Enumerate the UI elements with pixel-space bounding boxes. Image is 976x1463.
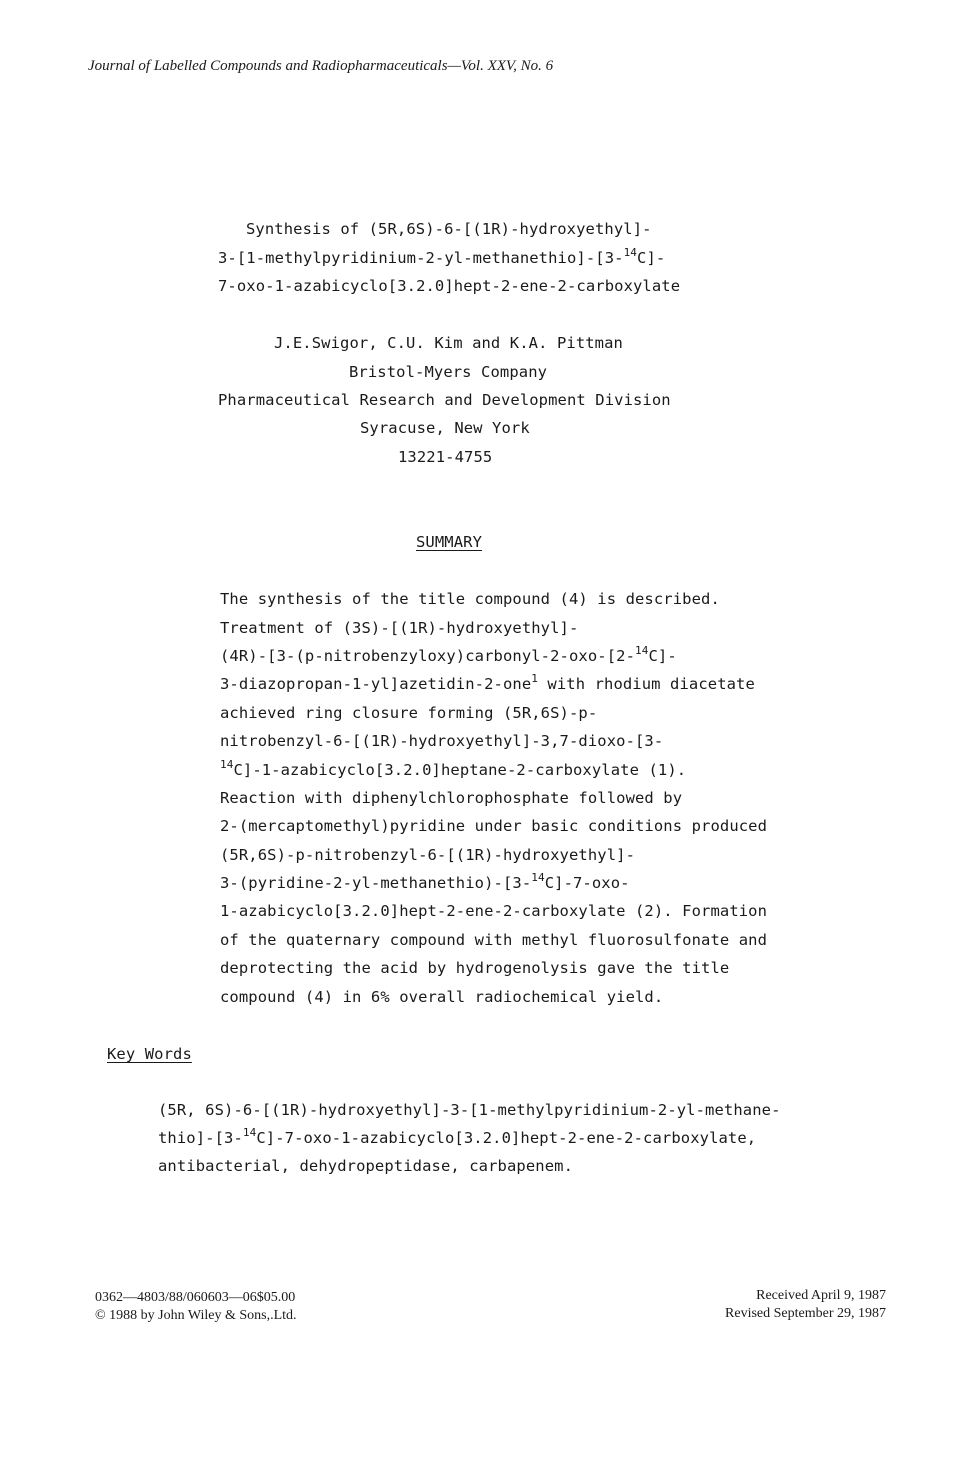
summary-line: 3-(pyridine-2-yl-methanethio)-[3-$^{14}$C]-7-oxo- bbox=[220, 871, 630, 892]
received-date: Received April 9, 1987 bbox=[756, 1288, 886, 1303]
copyright-notice: © 1988 by John Wiley & Sons,.Ltd. bbox=[95, 1308, 297, 1323]
affiliation-company: Bristol-Myers Company bbox=[349, 363, 548, 381]
summary-line: nitrobenzyl-6-[(1R)-hydroxyethyl]-3,7-dioxo-[3- bbox=[220, 732, 664, 750]
summary-line: 1-azabicyclo[3.2.0]hept-2-ene-2-carboxylate (2). Formation bbox=[220, 902, 768, 920]
keywords-line: (5R, 6S)-6-[(1R)-hydroxyethyl]-3-[1-methylpyridinium-2-yl-methane- bbox=[158, 1101, 781, 1119]
title-line-2: 3-[1-methylpyridinium-2-yl-methanethio]-[3-$^{14}$C]- bbox=[218, 246, 666, 267]
summary-line: deprotecting the acid by hydrogenolysis gave the title bbox=[220, 959, 730, 977]
summary-line: compound (4) in 6% overall radiochemical yield. bbox=[220, 988, 664, 1006]
affiliation-city: Syracuse, New York bbox=[360, 419, 530, 437]
keywords-heading: Key Words bbox=[107, 1045, 192, 1063]
summary-line: The synthesis of the title compound (4) is described. bbox=[220, 590, 720, 608]
affiliation-division: Pharmaceutical Research and Development Division bbox=[218, 391, 671, 409]
title-line-1: Synthesis of (5R,6S)-6-[(1R)-hydroxyethyl]- bbox=[246, 220, 652, 238]
footer-left bbox=[95, 1289, 297, 1325]
summary-line: 3-diazopropan-1-yl]azetidin-2-one$^1$ with rhodium diacetate bbox=[220, 672, 755, 693]
title-line-3: 7-oxo-1-azabicyclo[3.2.0]hept-2-ene-2-carboxylate bbox=[218, 277, 681, 295]
affiliation-zip: 13221-4755 bbox=[398, 448, 493, 466]
summary-line: Reaction with diphenylchlorophosphate followed by bbox=[220, 789, 683, 807]
authors: J.E.Swigor, C.U. Kim and K.A. Pittman bbox=[274, 334, 623, 352]
summary-line: achieved ring closure forming (5R,6S)-p- bbox=[220, 704, 598, 722]
summary-line: $^{14}$C]-1-azabicyclo[3.2.0]heptane-2-carboxylate (1). bbox=[220, 758, 687, 779]
keywords-line: antibacterial, dehydropeptidase, carbapenem. bbox=[158, 1157, 573, 1175]
summary-line: 2-(mercaptomethyl)pyridine under basic conditions produced bbox=[220, 817, 768, 835]
summary-heading: SUMMARY bbox=[416, 533, 483, 551]
summary-line: (4R)-[3-(p-nitrobenzyloxy)carbonyl-2-oxo-[2-$^{14}$C]- bbox=[220, 644, 677, 665]
copyright-code: 0362—4803/88/060603—06$05.00 bbox=[95, 1290, 296, 1305]
journal-header: Journal of Labelled Compounds and Radiopharmaceuticals—Vol. XXV, No. 6 bbox=[88, 58, 554, 74]
keywords-line: thio]-[3-$^{14}$C]-7-oxo-1-azabicyclo[3.2.0]hept-2-ene-2-carboxylate, bbox=[158, 1126, 757, 1147]
summary-line: (5R,6S)-p-nitrobenzyl-6-[(1R)-hydroxyethyl]- bbox=[220, 846, 635, 864]
summary-line: of the quaternary compound with methyl fluorosulfonate and bbox=[220, 931, 768, 949]
revised-date: Revised September 29, 1987 bbox=[725, 1306, 886, 1321]
footer-right bbox=[725, 1287, 886, 1323]
summary-line: Treatment of (3S)-[(1R)-hydroxyethyl]- bbox=[220, 619, 579, 637]
